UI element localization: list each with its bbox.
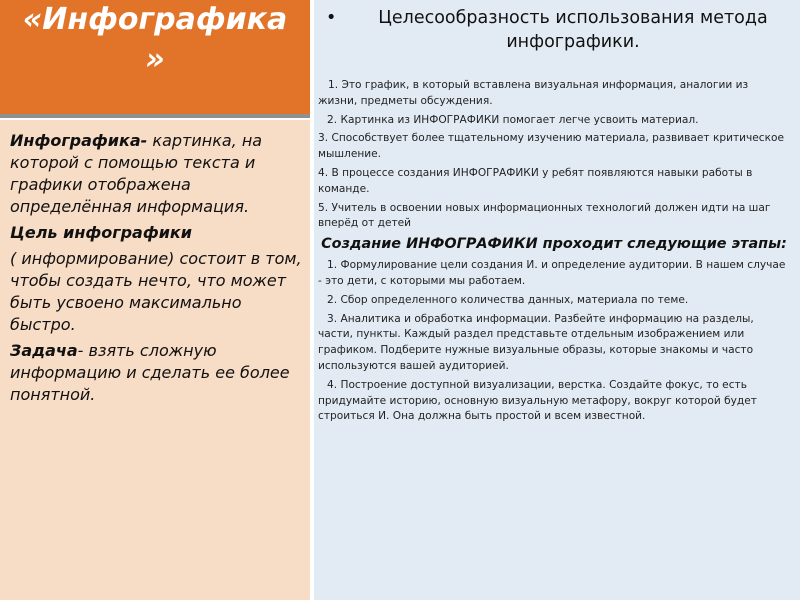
goal-text: ( информирование) состоит в том, чтобы создать нечто, что может быть усвоено максимально быстро. [10, 249, 302, 334]
list-item: 2. Сбор определенного количества данных, материала по теме. [327, 293, 689, 306]
definition-term: Инфографика- [10, 131, 148, 150]
list-item: 2. Картинка из ИНФОГРАФИКИ помогает легче усвоить материал. [327, 113, 699, 126]
slide-title-line1: «Инфографика [22, 2, 288, 37]
left-panel [0, 120, 310, 600]
task-text: - взять сложную информацию и сделать ее более понятной. [10, 341, 290, 404]
reasons-list [318, 78, 790, 425]
right-heading [318, 6, 790, 54]
right-panel [314, 0, 800, 600]
list-item: 3. Аналитика и обработка информации. Разбейте информацию на разделы, части, пункты. Каждый раздел представьте отдельным изображением или графиком. Подберите нужные визуальные образы, которые знакомы и часто используются вашей аудиторией. [318, 312, 754, 372]
definition-paragraph [10, 130, 302, 218]
slide-title [0, 0, 310, 118]
right-heading-text: Целесообразность использования метода инфографики. [378, 8, 768, 52]
task-paragraph [10, 340, 302, 406]
list-item: 4. В процессе создания ИНФОГРАФИКИ у ребят появляются навыки работы в команде. [318, 166, 753, 195]
stages-heading: Создание ИНФОГРАФИКИ проходит следующие этапы: [321, 236, 787, 253]
list-item: 5. Учитель в освоении новых информационных технологий должен идти на шаг вперёд от детей [318, 201, 771, 230]
list-item: 4. Построение доступной визуализации, верстка. Создайте фокус, то есть придумайте историю, основную визуальную метафору, вокруг которой будет строиться И. Она должна быть простой и всем известной. [318, 378, 757, 423]
list-item: 1. Это график, в который вставлена визуальная информация, аналогии из жизни, предметы обсуждения. [318, 79, 749, 107]
task-term: Задача [10, 341, 78, 360]
definition-text: картинка, на которой с помощью текста и графики отображена определённая информация. [10, 131, 263, 216]
list-item: 3. Способствует более тщательному изучению материала, развивает критическое мышление. [318, 132, 785, 161]
list-item: 1. Формулирование цели создания И. и определение аудитории. В нашем случае - это дети, с которыми мы работаем. [318, 259, 786, 287]
bullet-icon: • [326, 8, 337, 28]
slide-title-line2: » [145, 42, 165, 77]
goal-heading: Цель инфографики [10, 223, 192, 242]
